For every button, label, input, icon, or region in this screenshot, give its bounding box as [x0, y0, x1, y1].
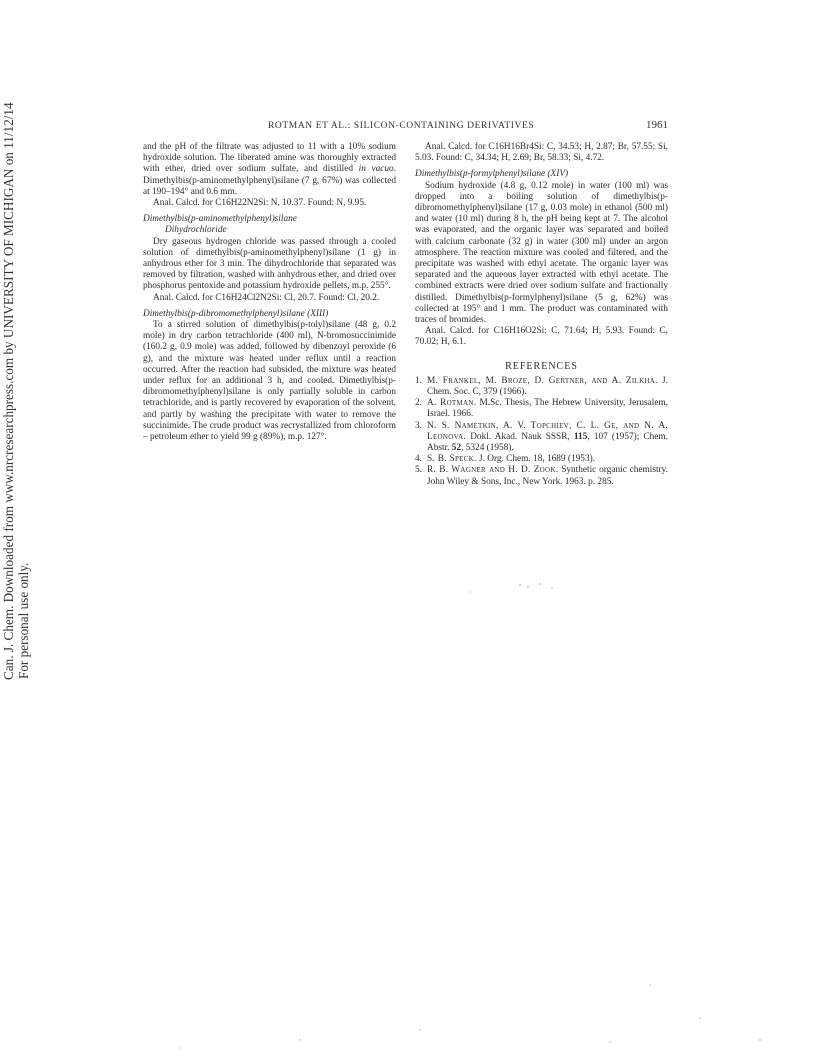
- reference-authors: N. S. Nametkin, A. V. Topchiev, C. L. Ge, and N. A. Leonova.: [427, 420, 668, 442]
- paragraph-xiv-synthesis: Sodium hydroxide (4.8 g, 0.12 mole) in water (100 ml) was dropped into a boiling solution of dimethylbis(p-dibromomethylphenyl)silane (17 g, 0.03 mole) in ethanol (500 ml) and water (10 ml) during 8 h, the pH being kept at 7. The alcohol was evaporated, and the organic layer was separated and boiled with calcium carbonate (32 g) in water (300 ml) under an argon atmosphere. The reaction mixture was cooled and filtered, and the precipitate was washed with ethyl acetate. The organic layer was separated and the aqueous layer extracted with ethyl acetate. The combined extracts were dried over sodium sulfate and fractionally distilled. Dimethylbis(p-formylphenyl)silane (5 g, 62%) was collected at 195° and 1 mm. The product was contaminated with traces of bromides.: [415, 180, 668, 326]
- reference-number: 2.: [415, 398, 422, 409]
- reference-authors: M. Frankel, M. Broze, D. Gertner, and A. Zilkha.: [427, 375, 658, 386]
- reference-source-end: , 5324 (1958).: [461, 443, 514, 454]
- reference-source: Dokl. Akad. Nauk SSSR,: [466, 431, 574, 442]
- reference-item: [415, 421, 668, 455]
- right-column: [415, 142, 668, 488]
- italic-in-vacuo: in vacuo: [358, 164, 394, 175]
- reference-number: 5.: [415, 465, 422, 476]
- analysis-xiv: Anal. Calcd. for C16H16O2Si: C, 71.64; H, 5.93. Found: C, 70.02; H, 6.1.: [415, 326, 668, 348]
- reference-number: 4.: [415, 454, 422, 465]
- reference-number: 3.: [415, 420, 422, 431]
- reference-source: J. Org. Chem. 18, 1689 (1953).: [476, 454, 596, 465]
- section-heading-xiii: Dimethylbis(p-dibromomethylphenyl)silane (XIII): [143, 308, 329, 319]
- paragraph-text-cont: . Dimethylbis(p-aminomethylphenyl)silane (7 g, 67%) was collected at 190–194° and 0.6 mm.: [143, 164, 396, 197]
- paragraph-xiii-synthesis: To a stirred solution of dimethylbis(p-tolyl)silane (48 g, 0.2 mole) in dry carbon tetrachloride (400 ml), N-bromosuccinimide (160.2 g, 0.9 mole) was added, followed by dibenzoyl peroxide (6 g), and the mixture was heated under reflux until a reaction occurred. After the reaction had subsided, the mixture was heated under reflux for an additional 3 h, and cooled. Dimethylbis(p-dibromomethylphenyl)silane is only partially soluble in carbon tetrachloride, and is partly recovered by evaporation of the solvent, and partly by washing the precipitate with water to remove the succinimide. The crude product was recrystallized from chloroform – petroleum ether to yield 99 g (89%), m.p. 127°.: [143, 320, 396, 443]
- download-stamp-line1: Can. J. Chem. Downloaded from www.nrcresearchpress.com by UNIVERSITY OF MICHIGAN on 11/12/14: [1, 102, 16, 680]
- reference-number: 1.: [415, 375, 422, 386]
- reference-item: [415, 465, 668, 487]
- page-number: 1961: [646, 119, 668, 131]
- reference-authors: R. B. Wagner and H. D. Zook.: [427, 465, 559, 476]
- download-stamp: [0, 0, 40, 1056]
- reference-item: [415, 376, 668, 398]
- reference-volume: 115: [573, 431, 588, 442]
- reference-authors: A. Rotman.: [427, 398, 477, 409]
- section-heading-dihydrochloride: Dimethylbis(p-aminomethylphenyl)silane: [143, 214, 297, 225]
- reference-item: [415, 398, 668, 420]
- references-heading: REFERENCES: [505, 360, 578, 372]
- section-heading-xiv: Dimethylbis(p-formylphenyl)silane (XIV): [415, 169, 569, 180]
- reference-volume-2: 52: [451, 443, 462, 454]
- analysis-1: Anal. Calcd. for C16H22N2Si: N, 10.37. Found: N, 9.95.: [153, 198, 367, 209]
- left-column: [143, 142, 396, 443]
- download-stamp-text: [2, 102, 31, 680]
- running-header: [143, 119, 668, 133]
- reference-source: Synthetic organic chemistry. John Wiley & Sons, Inc., New York. 1963. p. 285.: [427, 465, 668, 487]
- paragraph-text: and the pH of the filtrate was adjusted to 11 with a 10% sodium hydroxide solution. The liberated amine was thoroughly extracted with ether, dried over sodium sulfate, and distilled: [143, 142, 396, 175]
- analysis-xiii: Anal. Calcd. for C16H16Br4Si: C, 34.53; H, 2.87; Br, 57.55; Si, 5.03. Found: C, 34.34; H, 2.69; Br, 58.33; Si, 4.72.: [415, 142, 668, 164]
- reference-item: [415, 454, 668, 465]
- download-stamp-line2: For personal use only.: [15, 562, 31, 679]
- reference-authors: S. B. Speck.: [427, 454, 477, 465]
- reference-source: M.Sc. Thesis, The Hebrew University, Jerusalem, Israel. 1966.: [427, 398, 669, 420]
- reference-source: J. Chem. Soc. C, 379 (1966).: [427, 375, 668, 398]
- paragraph-dihydrochloride: Dry gaseous hydrogen chloride was passed through a cooled solution of dimethylbis(p-aminomethylphenyl)silane (1 g) in anhydrous ether for 3 min. The dihydrochloride that separated was removed by filtration, washed with anhydrous ether, and dried over phosphorus pentoxide and potassium hydroxide pellets, m.p. 255°.: [143, 236, 396, 292]
- reference-source-cont: , 107 (1957); Chem. Abstr.: [427, 431, 668, 454]
- paragraph-amine-extraction: [143, 142, 396, 198]
- analysis-2: Anal. Calcd. for C16H24Cl2N2Si: Cl, 20.7. Found: Cl, 20.2.: [153, 292, 380, 303]
- running-title: ROTMAN ET AL.: SILICON-CONTAINING DERIVATIVES: [268, 121, 535, 131]
- section-subheading-dihydrochloride: Dihydrochloride: [165, 225, 227, 236]
